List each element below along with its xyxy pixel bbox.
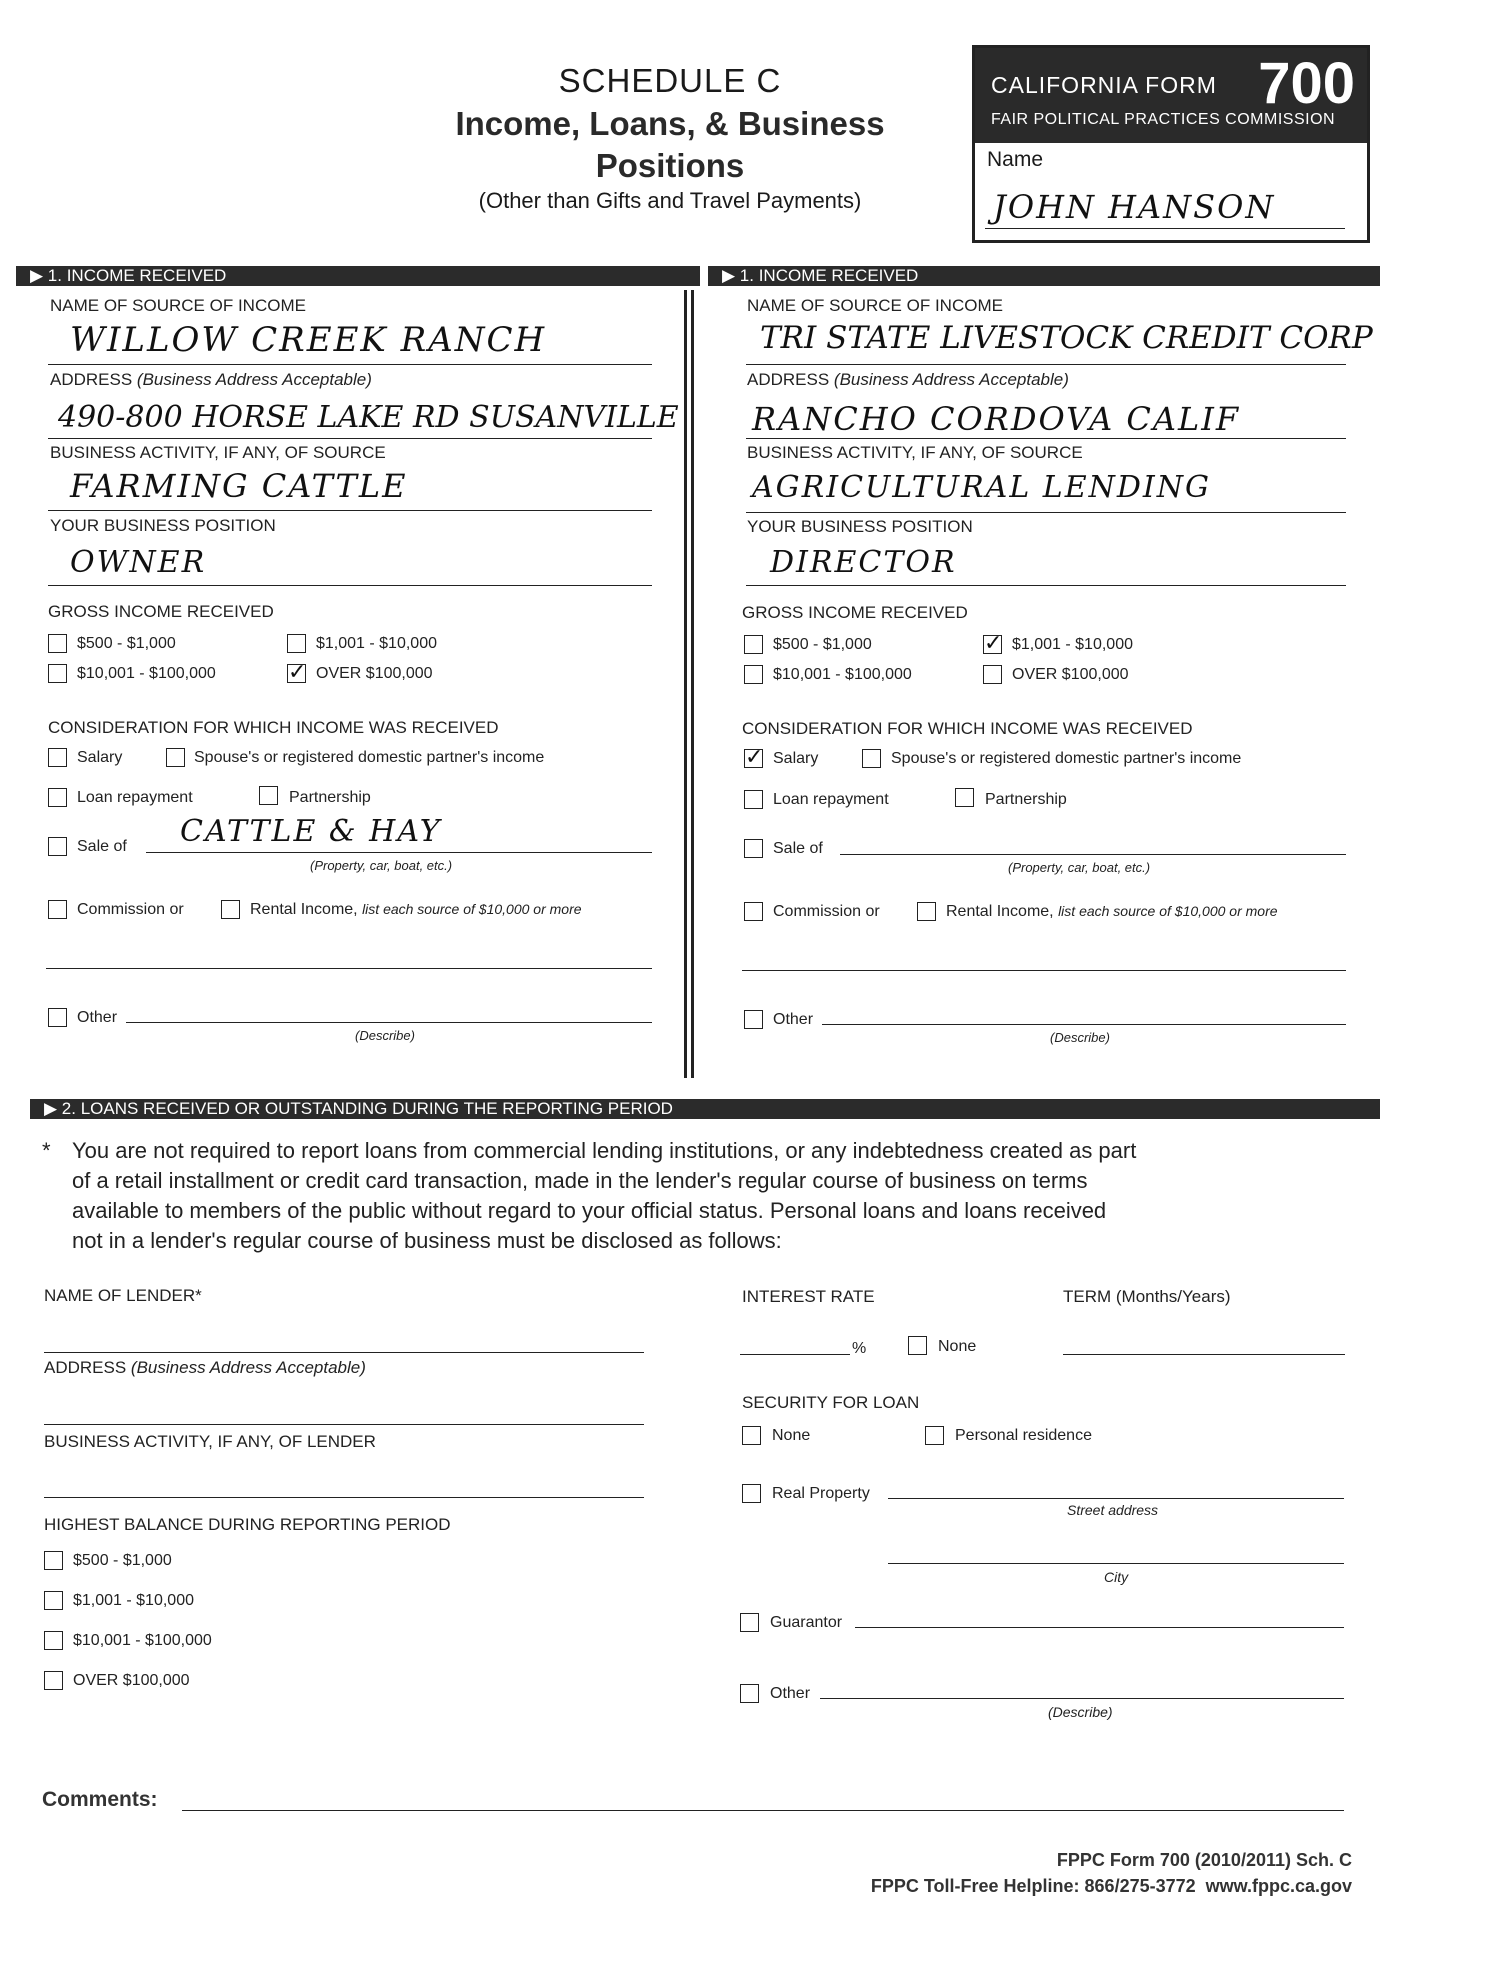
- source-name-value[interactable]: WILLOW CREEK RANCH: [70, 320, 547, 360]
- personal-residence-checkbox[interactable]: [925, 1426, 944, 1445]
- interest-none-checkbox[interactable]: [908, 1336, 927, 1355]
- spouse-income-checkbox-right[interactable]: [862, 749, 881, 768]
- street-address-caption: Street address: [1067, 1502, 1159, 1518]
- highest-balance-label: HIGHEST BALANCE DURING REPORTING PERIOD: [44, 1515, 451, 1534]
- city-line[interactable]: [888, 1563, 1344, 1564]
- position-label: YOUR BUSINESS POSITION: [50, 516, 276, 535]
- sale-of-line: [146, 852, 652, 853]
- loans-notice-line: of a retail installment or credit card transaction, made in the lender's regular course of business on terms: [72, 1168, 1088, 1193]
- activity-value[interactable]: FARMING CATTLE: [70, 467, 408, 505]
- other-line: [126, 1022, 652, 1023]
- activity-label-right: BUSINESS ACTIVITY, IF ANY, OF SOURCE: [747, 443, 1083, 462]
- interest-none-label: None: [938, 1338, 977, 1355]
- position-label-right: YOUR BUSINESS POSITION: [747, 517, 973, 536]
- partnership-label-right: Partnership: [985, 791, 1067, 808]
- gross-over-100000-label-right: OVER $100,000: [1012, 666, 1129, 683]
- lender-activity-line[interactable]: [44, 1497, 644, 1498]
- loan-repayment-label-right: Loan repayment: [773, 791, 889, 808]
- lender-activity-label: BUSINESS ACTIVITY, IF ANY, OF LENDER: [44, 1432, 376, 1451]
- balance-1001-10000-label: $1,001 - $10,000: [73, 1592, 194, 1609]
- consideration-label: CONSIDERATION FOR WHICH INCOME WAS RECEIVED: [48, 718, 499, 737]
- loan-repayment-checkbox-right[interactable]: [744, 790, 763, 809]
- lender-name-label: NAME OF LENDER*: [44, 1286, 202, 1305]
- form-title-line1: Income, Loans, & Business: [455, 105, 885, 142]
- balance-over-100000-label: OVER $100,000: [73, 1672, 190, 1689]
- commission-name: FAIR POLITICAL PRACTICES COMMISSION: [991, 111, 1336, 128]
- term-line[interactable]: [1063, 1354, 1345, 1355]
- lender-address-label: [44, 1358, 366, 1378]
- security-other-label: Other: [770, 1685, 811, 1702]
- commission-checkbox-right[interactable]: [744, 902, 763, 921]
- security-other-line[interactable]: [820, 1698, 1344, 1699]
- other-checkbox[interactable]: [48, 1008, 67, 1027]
- sale-of-checkbox[interactable]: [48, 837, 67, 856]
- form-label: CALIFORNIA FORM: [991, 72, 1217, 98]
- spouse-income-checkbox[interactable]: [166, 748, 185, 767]
- lender-name-line[interactable]: [44, 1352, 644, 1353]
- gross-10001-100000-checkbox[interactable]: [48, 664, 67, 683]
- consideration-label-right: CONSIDERATION FOR WHICH INCOME WAS RECEIVED: [742, 719, 1193, 738]
- loans-notice-asterisk: *: [42, 1138, 51, 1163]
- sale-of-label-right: Sale of: [773, 840, 823, 857]
- footer-helpline: FPPC Toll-Free Helpline: 866/275-3772 www.fppc.ca.gov: [870, 1876, 1352, 1896]
- comments-label: Comments:: [42, 1788, 158, 1811]
- loan-repayment-checkbox[interactable]: [48, 788, 67, 807]
- address-label-right: [747, 370, 1069, 390]
- filer-name-value[interactable]: JOHN HANSON: [993, 188, 1276, 226]
- address-label-text-right: ADDRESS: [747, 370, 830, 389]
- salary-label-right: Salary: [773, 750, 819, 767]
- rental-list-line: [46, 968, 652, 969]
- form-id-header: [975, 48, 1367, 143]
- form-number: 700: [1258, 51, 1355, 116]
- income-bar-right-label: 1. INCOME RECEIVED: [739, 266, 919, 285]
- balance-500-1000-checkbox[interactable]: [44, 1551, 63, 1570]
- other-describe: (Describe): [355, 1028, 415, 1043]
- security-other-checkbox[interactable]: [740, 1684, 759, 1703]
- gross-over-100000-checkbox-right[interactable]: [983, 665, 1002, 684]
- address-line: [48, 438, 652, 439]
- security-other-describe: (Describe): [1048, 1704, 1113, 1720]
- balance-10001-100000-checkbox[interactable]: [44, 1631, 63, 1650]
- commission-label: Commission or: [77, 901, 184, 918]
- city-caption: City: [1104, 1569, 1129, 1585]
- source-name-label: NAME OF SOURCE OF INCOME: [50, 296, 306, 315]
- form-title-line2: Positions: [595, 147, 745, 184]
- address-value-right[interactable]: RANCHO CORDOVA CALIF: [752, 400, 1241, 438]
- balance-10001-100000-label: $10,001 - $100,000: [73, 1632, 212, 1649]
- gross-income-label-right: GROSS INCOME RECEIVED: [742, 603, 968, 622]
- sale-of-label: Sale of: [77, 838, 127, 855]
- partnership-label: Partnership: [289, 789, 371, 806]
- partnership-checkbox[interactable]: [259, 786, 278, 805]
- gross-1001-10000-label: $1,001 - $10,000: [316, 635, 437, 652]
- guarantor-label: Guarantor: [770, 1614, 843, 1631]
- loans-notice-line: You are not required to report loans from commercial lending institutions, or any indebtedness created as part: [72, 1138, 1137, 1163]
- loans-bar-label: 2. LOANS RECEIVED OR OUTSTANDING DURING THE REPORTING PERIOD: [61, 1099, 673, 1118]
- schedule-title: SCHEDULE C: [558, 62, 782, 99]
- income-section-bar-right: ▶ 1. INCOME RECEIVED: [708, 266, 1380, 286]
- rental-income-note-right: list each source of $10,000 or more: [1058, 903, 1278, 919]
- activity-label: BUSINESS ACTIVITY, IF ANY, OF SOURCE: [50, 443, 386, 462]
- commission-label-right: Commission or: [773, 903, 880, 920]
- lender-address-line[interactable]: [44, 1424, 644, 1425]
- sale-of-checkbox-right[interactable]: [744, 839, 763, 858]
- activity-line: [48, 510, 652, 511]
- sale-of-note: (Property, car, boat, etc.): [310, 858, 453, 873]
- rental-income-note: list each source of $10,000 or more: [362, 901, 582, 917]
- address-note: (Business Address Acceptable): [136, 370, 372, 389]
- commission-checkbox[interactable]: [48, 900, 67, 919]
- column-divider: [684, 290, 687, 1078]
- loans-notice-line: not in a lender's regular course of business must be disclosed as follows:: [72, 1228, 782, 1253]
- gross-10001-100000-label: $10,001 - $100,000: [77, 665, 216, 682]
- address-line-right: [746, 438, 1346, 439]
- source-name-line-right: [746, 364, 1346, 365]
- security-none-label: None: [772, 1427, 811, 1444]
- other-describe-right: (Describe): [1050, 1030, 1110, 1045]
- interest-percent: %: [852, 1340, 867, 1357]
- security-none-checkbox[interactable]: [742, 1426, 761, 1445]
- spouse-income-label: Spouse's or registered domestic partner's income: [194, 749, 545, 766]
- partnership-checkbox-right[interactable]: [955, 788, 974, 807]
- gross-1001-10000-checkbox[interactable]: [287, 634, 306, 653]
- gross-500-1000-label: $500 - $1,000: [77, 635, 176, 652]
- other-line-right: [822, 1024, 1346, 1025]
- gross-over-100000-checkbox[interactable]: [287, 664, 306, 683]
- guarantor-checkbox[interactable]: [740, 1613, 759, 1632]
- gross-500-1000-checkbox-right[interactable]: [744, 635, 763, 654]
- address-label: [50, 370, 372, 390]
- lender-address-label-text: ADDRESS: [44, 1358, 127, 1377]
- sale-of-line-right: [840, 854, 1346, 855]
- loans-notice-line: available to members of the public without regard to your official status. Personal loans and loans received: [72, 1198, 1107, 1223]
- balance-500-1000-label: $500 - $1,000: [73, 1552, 172, 1569]
- income-section-bar-left: ▶ 1. INCOME RECEIVED: [16, 266, 700, 286]
- sale-of-value[interactable]: CATTLE & HAY: [180, 814, 442, 849]
- rental-income-checkbox-right[interactable]: [917, 902, 936, 921]
- rental-income-text: Rental Income,: [250, 901, 358, 918]
- other-label: Other: [77, 1009, 118, 1026]
- rental-list-line-right: [742, 970, 1346, 971]
- loan-repayment-label: Loan repayment: [77, 789, 193, 806]
- real-property-label: Real Property: [772, 1485, 870, 1502]
- salary-label: Salary: [77, 749, 123, 766]
- position-value-right[interactable]: DIRECTOR: [770, 545, 957, 580]
- sale-of-note-right: (Property, car, boat, etc.): [1008, 860, 1151, 875]
- balance-over-100000-checkbox[interactable]: [44, 1671, 63, 1690]
- gross-10001-100000-checkbox-right[interactable]: [744, 665, 763, 684]
- gross-over-100000-label: OVER $100,000: [316, 665, 433, 682]
- salary-checkbox[interactable]: [48, 748, 67, 767]
- position-line: [48, 585, 652, 586]
- position-line-right: [746, 585, 1346, 586]
- income-bar-left-label: 1. INCOME RECEIVED: [47, 266, 227, 285]
- spouse-income-label-right: Spouse's or registered domestic partner's income: [891, 750, 1242, 767]
- comments-line[interactable]: [182, 1810, 1344, 1811]
- gross-income-label: GROSS INCOME RECEIVED: [48, 602, 274, 621]
- security-label: SECURITY FOR LOAN: [742, 1393, 920, 1412]
- street-address-line[interactable]: [888, 1498, 1344, 1499]
- filer-name-line: [985, 228, 1345, 229]
- salary-checkbox-right[interactable]: [744, 749, 763, 768]
- source-name-line: [48, 364, 652, 365]
- interest-rate-line[interactable]: [740, 1354, 850, 1355]
- address-label-text: ADDRESS: [50, 370, 133, 389]
- balance-1001-10000-checkbox[interactable]: [44, 1591, 63, 1610]
- gross-500-1000-checkbox[interactable]: [48, 634, 67, 653]
- address-note-right: (Business Address Acceptable): [833, 370, 1069, 389]
- source-name-value-right[interactable]: TRI STATE LIVESTOCK CREDIT CORP: [760, 320, 1373, 356]
- loans-section-bar: ▶ 2. LOANS RECEIVED OR OUTSTANDING DURING THE REPORTING PERIOD: [30, 1099, 1380, 1119]
- gross-500-1000-label-right: $500 - $1,000: [773, 636, 872, 653]
- rental-income-label-right: [946, 903, 1278, 921]
- interest-rate-label: INTEREST RATE: [742, 1287, 875, 1306]
- activity-value-right[interactable]: AGRICULTURAL LENDING: [752, 470, 1211, 505]
- other-label-right: Other: [773, 1011, 814, 1028]
- filer-name-label: Name: [987, 148, 1044, 171]
- source-name-label-right: NAME OF SOURCE OF INCOME: [747, 296, 1003, 315]
- gross-10001-100000-label-right: $10,001 - $100,000: [773, 666, 912, 683]
- activity-line-right: [746, 512, 1346, 513]
- rental-income-checkbox[interactable]: [221, 900, 240, 919]
- address-value[interactable]: 490-800 HORSE LAKE RD SUSANVILLE: [58, 400, 679, 435]
- form-subtitle: (Other than Gifts and Travel Payments): [478, 188, 862, 213]
- gross-1001-10000-label-right: $1,001 - $10,000: [1012, 636, 1133, 653]
- term-label: TERM (Months/Years): [1063, 1287, 1231, 1306]
- footer-form-id: FPPC Form 700 (2010/2011) Sch. C: [1056, 1850, 1352, 1870]
- guarantor-line[interactable]: [855, 1627, 1344, 1628]
- rental-income-text-right: Rental Income,: [946, 903, 1054, 920]
- personal-residence-label: Personal residence: [955, 1427, 1092, 1444]
- lender-address-note: (Business Address Acceptable): [130, 1358, 366, 1377]
- gross-1001-10000-checkbox-right[interactable]: [983, 635, 1002, 654]
- loans-notice: [72, 1136, 1372, 1256]
- real-property-checkbox[interactable]: [742, 1484, 761, 1503]
- column-divider-2: [691, 290, 694, 1078]
- position-value[interactable]: OWNER: [70, 545, 207, 580]
- form-id-box: [972, 45, 1370, 243]
- rental-income-label: [250, 901, 582, 919]
- other-checkbox-right[interactable]: [744, 1010, 763, 1029]
